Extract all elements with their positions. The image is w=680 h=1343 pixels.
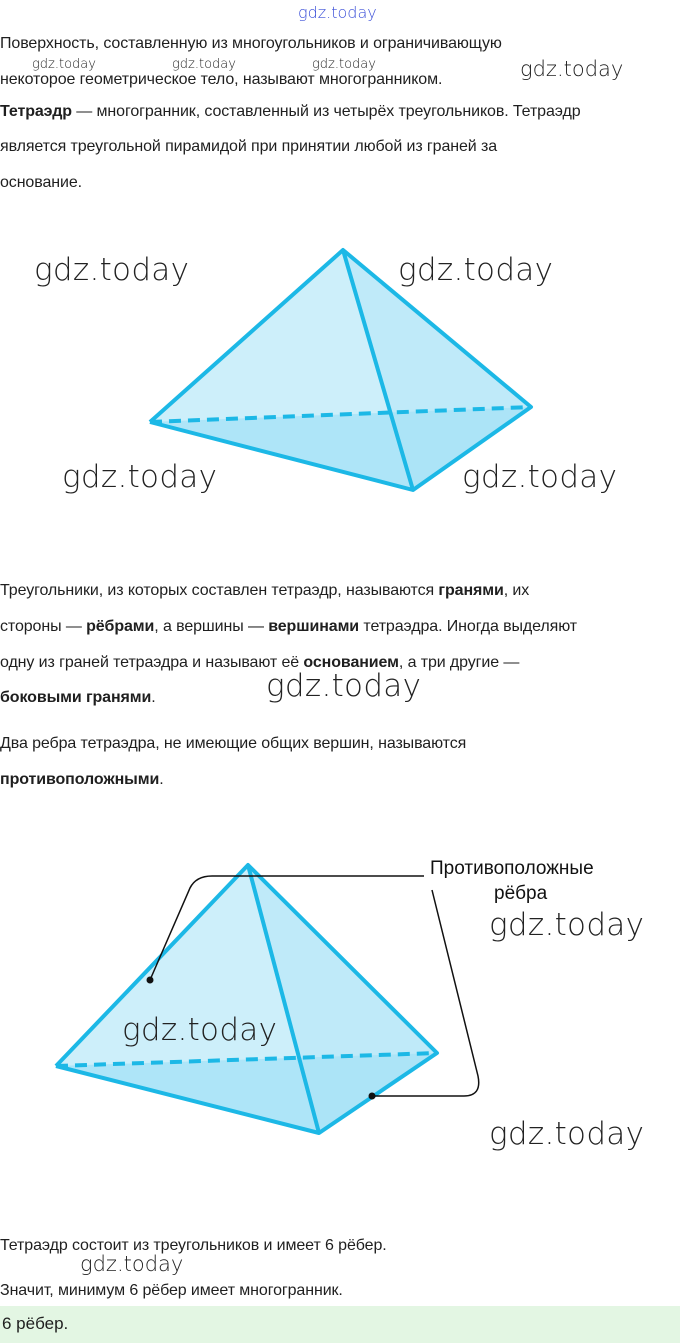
text-span: , а три другие — xyxy=(398,654,520,671)
watermark: gdz.today xyxy=(520,57,624,81)
watermark: gdz.today xyxy=(62,459,218,495)
paragraph-faces-line4 xyxy=(0,680,156,716)
term-edges: рёбрами xyxy=(86,618,155,635)
label-opposite-edges-line1: Противоположные xyxy=(430,858,594,879)
text-span: стороны — xyxy=(0,618,87,635)
paragraph-opposite-line1: Два ребра тетраэдра, не имеющие общих вершин, называются xyxy=(0,735,467,752)
watermark-top: gdz.today xyxy=(298,3,377,22)
watermark: gdz.today xyxy=(266,668,422,704)
text-span: . xyxy=(159,771,164,788)
watermark: gdz.today xyxy=(398,252,554,288)
label-opposite-edges-line2: рёбра xyxy=(494,883,548,904)
text-span: . xyxy=(151,689,156,706)
text-span: — многогранник, составленный из четырёх треугольников. Тетраэдр xyxy=(71,103,581,120)
text-span: , а вершины — xyxy=(154,618,269,635)
watermark: gdz.today xyxy=(32,57,96,72)
term-faces: гранями xyxy=(438,582,504,599)
paragraph-conclusion-line1: Тетраэдр состоит из треугольников и имеет 6 рёбер. xyxy=(0,1237,387,1254)
answer-text: 6 рёбер. xyxy=(2,1314,69,1333)
text-span: одну из граней тетраэдра и называют её xyxy=(0,654,304,671)
paragraph-tetrahedron-line1 xyxy=(0,94,581,130)
watermark: gdz.today xyxy=(122,1012,278,1048)
term-base: основанием xyxy=(303,654,399,671)
paragraph-definition-line1: Поверхность, составленную из многоугольников и ограничивающую xyxy=(0,35,502,52)
text-span: , их xyxy=(503,582,530,599)
watermark: gdz.today xyxy=(34,252,190,288)
edge-marker-right xyxy=(369,1093,376,1100)
text-span: Треугольники, из которых составлен тетраэдр, называются xyxy=(0,582,439,599)
term-opposite: противоположными xyxy=(0,771,160,788)
watermark: gdz.today xyxy=(462,459,618,495)
opposite-edges-figure xyxy=(0,850,680,1150)
paragraph-faces-line2 xyxy=(0,609,577,645)
watermark: gdz.today xyxy=(80,1252,184,1276)
paragraph-faces-line3 xyxy=(0,645,519,681)
term-tetrahedron: Тетраэдр xyxy=(0,103,72,120)
paragraph-faces-line1 xyxy=(0,573,529,609)
watermark: gdz.today xyxy=(489,1116,645,1152)
text-span: тетраэдра. Иногда выделяют xyxy=(359,618,577,635)
edge-marker-left xyxy=(147,977,154,984)
answer-box xyxy=(0,1306,680,1343)
paragraph-tetrahedron-line3: основание. xyxy=(0,174,82,191)
paragraph-opposite-line2 xyxy=(0,762,164,798)
watermark: gdz.today xyxy=(172,57,236,72)
watermark: gdz.today xyxy=(489,907,645,943)
watermark: gdz.today xyxy=(312,57,376,72)
paragraph-definition-line2: некоторое геометрическое тело, называют многогранником. xyxy=(0,71,443,88)
term-lateral-faces: боковыми гранями xyxy=(0,689,152,706)
paragraph-tetrahedron-line2: является треугольной пирамидой при принятии любой из граней за xyxy=(0,138,498,155)
term-vertices: вершинами xyxy=(268,618,360,635)
paragraph-conclusion-line2: Значит, минимум 6 рёбер имеет многогранник. xyxy=(0,1282,343,1299)
